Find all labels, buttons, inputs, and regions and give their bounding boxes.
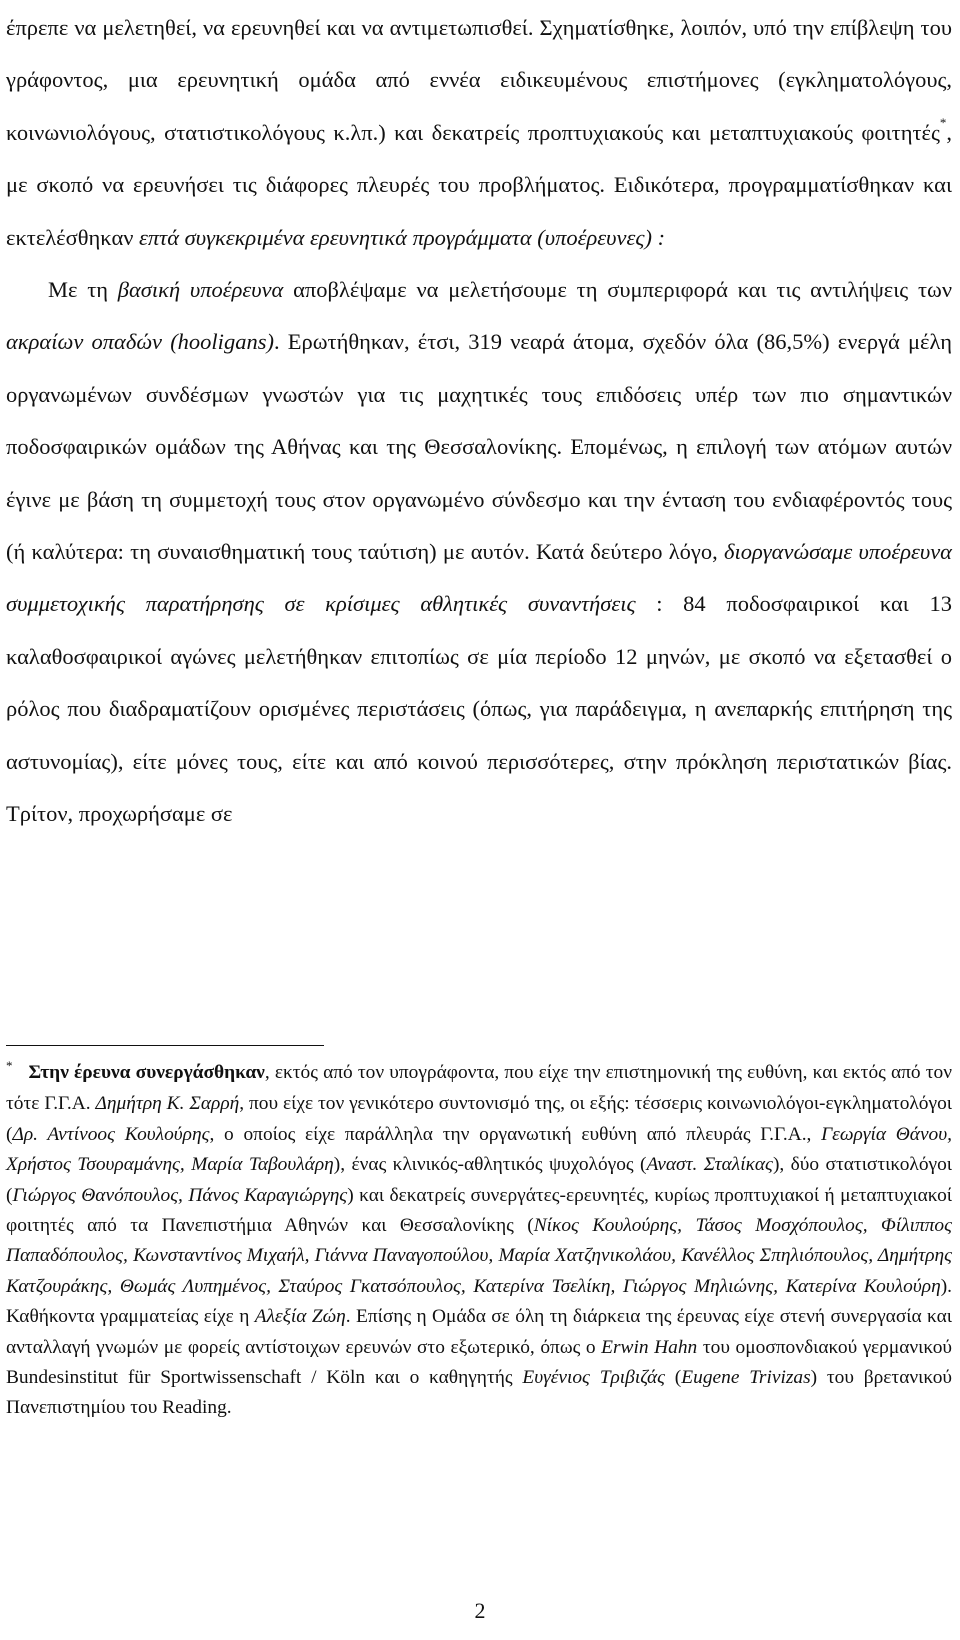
italic-run: Δρ. Αντίνοος Κουλούρης — [12, 1123, 210, 1145]
italic-run: Γιώργος Θανόπουλος, Πάνος Καραγιώργης — [12, 1184, 348, 1206]
text-run: του ομοσπονδιακού γερμανικού Bundesinstitut für Sportwissenschaft / Köln και ο καθηγητής — [6, 1336, 953, 1389]
italic-run: Αναστ. Σταλίκας — [646, 1154, 773, 1176]
text-run: ) του βρετανικού Πανεπιστημίου του Reading. — [6, 1367, 953, 1419]
text-run: ) και δεκατρείς συνεργάτες-ερευνητές, κυρίως προπτυχιακοί ή μεταπτυχιακοί φοιτητές από τα Πανεπιστήμια Αθηνών και Θεσσαλονίκης ( — [6, 1184, 952, 1237]
footnote-reference[interactable]: * — [939, 115, 947, 131]
italic-run: Eugene Trivizas — [681, 1367, 811, 1389]
text-run: , με σκοπό να ερευνήσει τις διάφορες πλευρές του προβλήματος. Ειδικότερα, προγραμματίσθηκαν και εκτελέσθηκαν — [6, 119, 952, 250]
text-run: : 84 ποδοσφαιρικοί και 13 καλαθοσφαιρικοί αγώνες μελετήθηκαν επιτοπίως σε μία περίοδο 12 μηνών, με σκοπό να εξετασθεί ο ρόλος που διαδραματίζουν ορισμένες περιστάσεις (όπως, για παράδειγμα, η ανεπαρκής επιτήρηση της αστυνομίας), είτε μόνες τους, είτε και από κοινού περισσότερες, στην πρόκληση περιστατικών βίας. Τρίτον, προχωρήσαμε σε — [6, 591, 952, 827]
text-run: . Επίσης η Ομάδα σε όλη τη διάρκεια της έρευνας είχε στενή συνεργασία και ανταλλαγή γνωμών με φορείς αντίστοιχων ερευνών στο εξωτερικό, όπως ο — [6, 1306, 952, 1358]
italic-run: διοργανώσαμε υποέρευνα συμμετοχικής παρατήρησης σε κρίσιμες αθλητικές συναντήσεις — [6, 539, 952, 617]
italic-run: βασική υποέρευνα — [117, 277, 284, 303]
main-body-text — [6, 2, 952, 841]
italic-run: Αλεξία Ζώη — [254, 1306, 346, 1328]
text-run: Με τη — [48, 277, 118, 303]
italic-run: ακραίων οπαδών (hooligans) — [6, 329, 274, 355]
footnote — [6, 1058, 952, 1424]
text-run: αποβλέψαμε να μελετήσουμε τη συμπεριφορά και τις αντιλήψεις των — [283, 277, 952, 303]
text-run: , εκτός από τον υπογράφοντα, που είχε την επιστημονική της ευθύνη, και εκτός από τον τότε Γ.Γ.Α. — [6, 1062, 952, 1115]
italic-run: επτά συγκεκριμένα ερευνητικά προγράμματα (υποέρευνες) : — [139, 224, 666, 250]
paragraph-2 — [6, 264, 952, 840]
text-run: , που είχε τον γενικότερο συντονισμό της, οι εξής: τέσσερις κοινωνιολόγοι-εγκληματολόγοι ( — [6, 1093, 952, 1145]
bold-run: Στην έρευνα συνεργάσθηκαν — [28, 1062, 265, 1083]
italic-run: Γεωργία Θάνου, Χρήστος Τσουραμάνης, Μαρία Ταβουλάρη — [6, 1123, 952, 1176]
text-run: . Ερωτήθηκαν, έτσι, 319 νεαρά άτομα, σχεδόν όλα (86,5%) ενεργά μέλη οργανωμένων συνδέσμων γνωστών για τις μαχητικές τους επιδόσεις υπέρ των πιο σημαντικών ποδοσφαιρικών ομάδων της Αθήνας και της Θεσσαλονίκης. Επομένως, η επιλογή των ατόμων αυτών έγινε με βάση τη συμμετοχή τους στον οργανωμένο σύνδεσμο και την ένταση του ενδιαφέροντός τους (ή καλύτερα: τη συναισθηματική τους ταύτιση) με αυτόν. Κατά δεύτερο λόγο, — [6, 329, 952, 565]
text-run: ( — [665, 1367, 682, 1389]
page-number: 2 — [474, 1598, 486, 1623]
footnote-separator — [6, 1045, 324, 1046]
italic-run: Erwin Hahn — [601, 1336, 698, 1358]
paragraph-1 — [6, 2, 952, 264]
text-run: ), δύο στατιστικολόγοι ( — [6, 1154, 953, 1206]
italic-run: Δημήτρη Κ. Σαρρή — [95, 1093, 240, 1115]
italic-run: Ευγένιος Τριβιζάς — [522, 1367, 666, 1389]
footnote-mark: * — [6, 1058, 13, 1073]
text-run: έπρεπε να μελετηθεί, να ερευνηθεί και να αντιμετωπισθεί. Σχηματίσθηκε, λοιπόν, υπό την επίβλεψη του γράφοντος, μια ερευνητική ομάδα από εννέα ειδικευμένους επιστήμονες (εγκληματολόγους, κοινωνιολόγους, στατιστικολόγους κ.λπ.) και δεκατρείς προπτυχιακούς και μεταπτυχιακούς φοιτητές — [6, 15, 952, 145]
italic-run: Νίκος Κουλούρης, Τάσος Μοσχόπουλος, Φίλιππος Παπαδόπουλος, Κωνσταντίνος Μιχαήλ, Γιάννα Παναγοπούλου, Μαρία Χατζηνικολάου, Κανέλλος Σπηλιόπουλος, Δημήτρης Κατζουράκης, Θωμάς Λυπημένος, Σταύρος Γκατσόπουλος, Κατερίνα Τσελίκη, Γιώργος Μηλιώνης, Κατερίνα Κουλούρη — [6, 1215, 952, 1297]
text-run: ). Καθήκοντα γραμματείας είχε η — [6, 1275, 952, 1328]
text-run: ), ένας κλινικός-αθλητικός ψυχολόγος ( — [333, 1154, 647, 1176]
text-run: , ο οποίος είχε παράλληλα την οργανωτική ευθύνη από πλευράς Γ.Γ.Α., — [209, 1123, 822, 1145]
